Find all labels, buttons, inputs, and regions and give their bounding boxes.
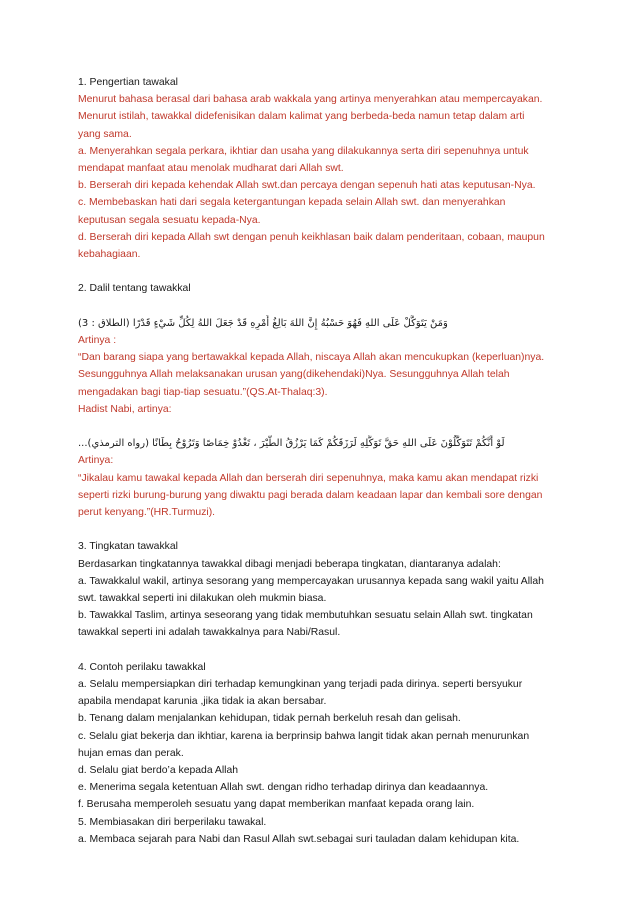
- spacer: [78, 298, 568, 315]
- verse-translation: [78, 332, 568, 418]
- text-line: tawakkal seperti ini adalah tawakkalnya para Nabi/Rasul.: [78, 627, 341, 639]
- hadith-translation: [78, 452, 568, 521]
- text-line: swt. tawakkal seperti ini dilakukan oleh mukmin biasa.: [78, 593, 327, 605]
- text-line: a. Tawakkalul wakil, artinya sesorang yang mempercayakan urusannya kepada sang wakil yaitu Allah: [78, 575, 544, 587]
- text-line: kebahagiaan.: [78, 249, 141, 261]
- text-line: hujan emas dan perak.: [78, 747, 184, 759]
- text-line: d. Selalu giat berdo’a kepada Allah: [78, 765, 239, 777]
- text-line: b. Tawakkal Taslim, artinya seseorang yang tidak membutuhkan sesuatu selain Allah swt. tingkatan: [78, 610, 533, 622]
- text-line: Menurut bahasa berasal dari bahasa arab wakkala yang artinya menyerahkan atau mempercayakan.: [78, 94, 543, 106]
- text-line: mendapat manfaat atau menolak mudharat dari Allah swt.: [78, 163, 344, 175]
- section-1-heading: 1. Pengertian tawakal: [78, 77, 178, 88]
- spacer: [78, 418, 568, 435]
- spacer: [78, 642, 568, 659]
- text-line: e. Menerima segala ketentuan Allah swt. dengan ridho terhadap dirinya dan keadaannya.: [78, 782, 489, 794]
- text-line: f. Berusaha memperoleh sesuatu yang dapat memberikan manfaat kepada orang lain.: [78, 799, 475, 811]
- text-line: keputusan segala sesuatu kepada-Nya.: [78, 214, 261, 226]
- text-line: a. Menyerahkan segala perkara, ikhtiar dan usaha yang dilakukannya serta diri sepenuhnya untuk: [78, 145, 529, 157]
- text-line: d. Berserah diri kepada Allah swt dengan penuh keikhlasan baik dalam penderitaan, cobaan, maupun: [78, 231, 545, 243]
- text-line: a. Selalu mempersiapkan diri terhadap kemungkinan yang terjadi pada dirinya. seperti bersyukur: [78, 679, 523, 691]
- arabic-verse: وَمَنْ يَتَوَكَّلْ عَلَى اللهِ فَهُوَ حَسْبُهُ إِنَّ اللهَ بَالِغُ أَمْرِهِ قَدْ جَعَلَ اللهُ لِكُلِّ شَيْءٍ قَدْرًا (الطلاق : 3): [78, 317, 448, 329]
- section-4-heading: 4. Contoh perilaku tawakkal: [78, 661, 206, 673]
- spacer: [78, 521, 568, 538]
- text-line: Sesungguhnya Allah melaksanakan urusan yang(dikehendaki)Nya. Sesungguhnya Allah telah: [78, 369, 510, 381]
- section-1-body: [78, 91, 568, 263]
- artinya-label: Artinya :: [78, 335, 117, 347]
- section-2-heading: 2. Dalil tentang tawakkal: [78, 283, 191, 295]
- text-line: yang sama.: [78, 128, 132, 140]
- text-line: “Jikalau kamu tawakal kepada Allah dan berserah diri sepenuhnya, maka kamu akan mendapat rizki: [78, 472, 539, 484]
- section-4-body: [78, 676, 568, 848]
- text-line: seperti rizki burung-burung yang diwaktu pagi berada dalam keadaan lapar dan kembali sore dengan: [78, 489, 543, 501]
- text-line: 5. Membiasakan diri berperilaku tawakal.: [78, 816, 267, 828]
- text-line: “Dan barang siapa yang bertawakkal kepada Allah, niscaya Allah akan mencukupkan (keperluan)nya.: [78, 352, 545, 364]
- hadist-label: Hadist Nabi, artinya:: [78, 403, 172, 415]
- artinya-label: Artinya:: [78, 455, 114, 467]
- section-3-heading: 3. Tingkatan tawakkal: [78, 541, 178, 553]
- text-line: c. Membebaskan hati dari segala ketergantungan kepada selain Allah swt. dan menyerahkan: [78, 197, 506, 209]
- arabic-hadith: لَوْ أَنَّكُمْ تَتَوَكَّلُوْنَ عَلَى اللهِ حَقَّ تَوَكُّلِهِ لَرَزَقَكُمْ كَمَا يَرْزُقُ الطَّيْرَ ، تَغْدُوْ خِمَاصًا وَتَرُوْحُ بِطَانًا (رواه الترمذي)...: [78, 438, 505, 450]
- text-line: Berdasarkan tingkatannya tawakkal dibagi menjadi beberapa tingkatan, diantaranya adalah:: [78, 558, 501, 570]
- text-line: c. Selalu giat bekerja dan ikhtiar, karena ia berprinsip bahwa langit tidak akan pernah menurunkan: [78, 730, 530, 742]
- text-line: apabila mendapat karunia ,jika tidak ia akan bersabar.: [78, 696, 327, 708]
- section-3-body: [78, 556, 568, 642]
- text-line: perut kenyang.”(HR.Turmuzi).: [78, 507, 216, 519]
- text-line: Menurut istilah, tawakkal didefenisikan dalam kalimat yang berbeda-beda namun tetap dalam arti: [78, 111, 525, 123]
- spacer: [78, 263, 568, 280]
- text-line: a. Membaca sejarah para Nabi dan Rasul Allah swt.sebagai suri tauladan dalam kehidupan kita.: [78, 833, 520, 845]
- document-body: [78, 74, 568, 848]
- text-line: b. Tenang dalam menjalankan kehidupan, tidak pernah berkeluh resah dan gelisah.: [78, 713, 461, 725]
- text-line: b. Berserah diri kepada kehendak Allah swt.dan percaya dengan sepenuh hati atas keputusan-Nya.: [78, 180, 536, 192]
- text-line: mengadakan bagi tiap-tiap sesuatu.”(QS.At-Thalaq:3).: [78, 386, 328, 398]
